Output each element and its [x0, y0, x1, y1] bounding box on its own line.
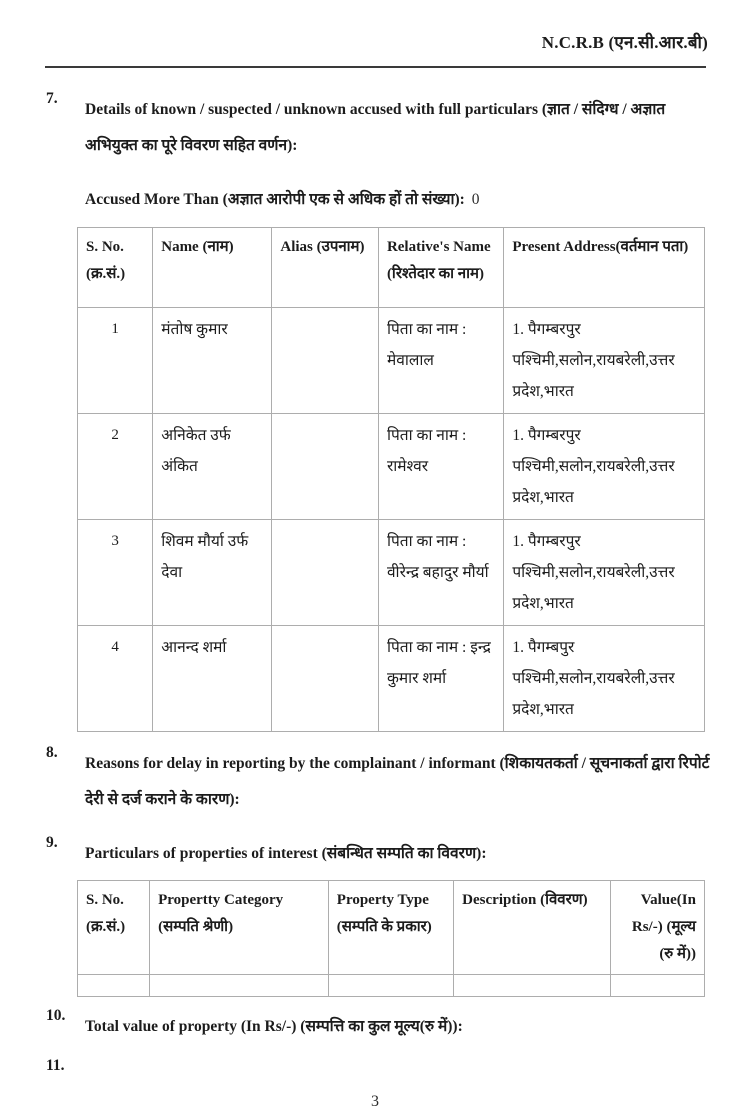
item-8-number: 8.	[46, 744, 58, 761]
type-cell	[328, 975, 453, 997]
property-column-header-category: Propertty Category (सम्पति श्रेणी)	[150, 881, 329, 975]
document-header	[0, 0, 750, 53]
sno-cell: 4	[78, 626, 153, 732]
description-cell	[454, 975, 611, 997]
sno-cell: 2	[78, 414, 153, 520]
section-9	[46, 836, 714, 872]
item-8-text: Reasons for delay in reporting by the complainant / informant (शिकायतकर्ता / सूचनाकर्ता द्वारा रिपोर्ट देरी से दर्ज कराने के कारण):	[85, 755, 710, 808]
item-7-text: Details of known / suspected / unknown accused with full particulars (ज्ञात / संदिग्ध / अज्ञात अभियुक्त का पूरे विवरण सहित वर्णन):	[85, 101, 666, 154]
name-cell: अनिकेत उर्फ अंकित	[153, 414, 272, 520]
accused-count-line	[85, 185, 714, 215]
name-cell: मंतोष कुमार	[153, 308, 272, 414]
category-cell	[150, 975, 329, 997]
column-header-alias: Alias (उपनाम)	[272, 228, 379, 308]
accused-row-3	[78, 520, 705, 626]
sno-cell	[78, 975, 150, 997]
item-9-text: Particulars of properties of interest (संबन्धित सम्पति का विवरण):	[85, 845, 487, 862]
relative-name-cell: पिता का नाम : वीरेन्द्र बहादुर मौर्या	[378, 520, 503, 626]
sno-cell: 1	[78, 308, 153, 414]
item-11-number: 11.	[46, 1057, 65, 1074]
property-column-header-description: Description (विवरण)	[454, 881, 611, 975]
relative-name-cell: पिता का नाम : रामेश्वर	[378, 414, 503, 520]
item-9-number: 9.	[46, 834, 58, 851]
address-cell: 1. पैगम्बरपुर पश्चिमी,सलोन,रायबरेली,उत्तर प्रदेश,भारत	[504, 520, 705, 626]
column-header-relative-name: Relative's Name (रिश्तेदार का नाम)	[378, 228, 503, 308]
name-cell: आनन्द शर्मा	[153, 626, 272, 732]
item-10-text: Total value of property (In Rs/-) (सम्पत्ति का कुल मूल्य(रु में)):	[85, 1018, 463, 1035]
property-column-header-sno: S. No. (क्र.सं.)	[78, 881, 150, 975]
accused-count-value: 0	[471, 191, 480, 208]
name-cell: शिवम मौर्या उर्फ देवा	[153, 520, 272, 626]
accused-row-2	[78, 414, 705, 520]
column-header-name: Name (नाम)	[153, 228, 272, 308]
item-7-number: 7.	[46, 90, 58, 107]
sno-cell: 3	[78, 520, 153, 626]
section-11	[46, 1059, 714, 1077]
relative-name-cell: पिता का नाम : मेवालाल	[378, 308, 503, 414]
page-number: 3	[371, 1093, 379, 1110]
properties-table	[77, 880, 705, 997]
address-cell: 1. पैगम्बरपुर पश्चिमी,सलोन,रायबरेली,उत्तर प्रदेश,भारत	[504, 414, 705, 520]
alias-cell	[272, 308, 379, 414]
property-column-header-value: Value(In Rs/-) (मूल्य (रु में))	[610, 881, 704, 975]
accused-row-1	[78, 308, 705, 414]
item-10-number: 10.	[46, 1007, 66, 1024]
property-column-header-type: Property Type (सम्पति के प्रकार)	[328, 881, 453, 975]
properties-table-header-row	[78, 881, 705, 975]
accused-row-4	[78, 626, 705, 732]
alias-cell	[272, 414, 379, 520]
address-cell: 1. पैगम्बरपुर पश्चिमी,सलोन,रायबरेली,उत्तर प्रदेश,भारत	[504, 308, 705, 414]
column-header-present-address: Present Address(वर्तमान पता)	[504, 228, 705, 308]
accused-table-header-row	[78, 228, 705, 308]
alias-cell	[272, 520, 379, 626]
ncrb-title: N.C.R.B (एन.सी.आर.बी)	[541, 33, 708, 52]
section-10	[46, 1009, 714, 1045]
section-8	[46, 746, 714, 818]
accused-count-label: Accused More Than (अज्ञात आरोपी एक से अधिक हों तो संख्या):	[85, 191, 465, 208]
relative-name-cell: पिता का नाम : इन्द्र कुमार शर्मा	[378, 626, 503, 732]
header-divider	[45, 66, 706, 68]
item-11-text	[85, 1059, 714, 1077]
page-footer	[0, 1093, 750, 1111]
column-header-sno: S. No. (क्र.सं.)	[78, 228, 153, 308]
value-cell	[610, 975, 704, 997]
accused-details-table	[77, 227, 705, 732]
address-cell: 1. पैगम्बपुर पश्चिमी,सलोन,रायबरेली,उत्तर प्रदेश,भारत	[504, 626, 705, 732]
property-row-empty	[78, 975, 705, 997]
alias-cell	[272, 626, 379, 732]
section-7	[46, 92, 714, 164]
